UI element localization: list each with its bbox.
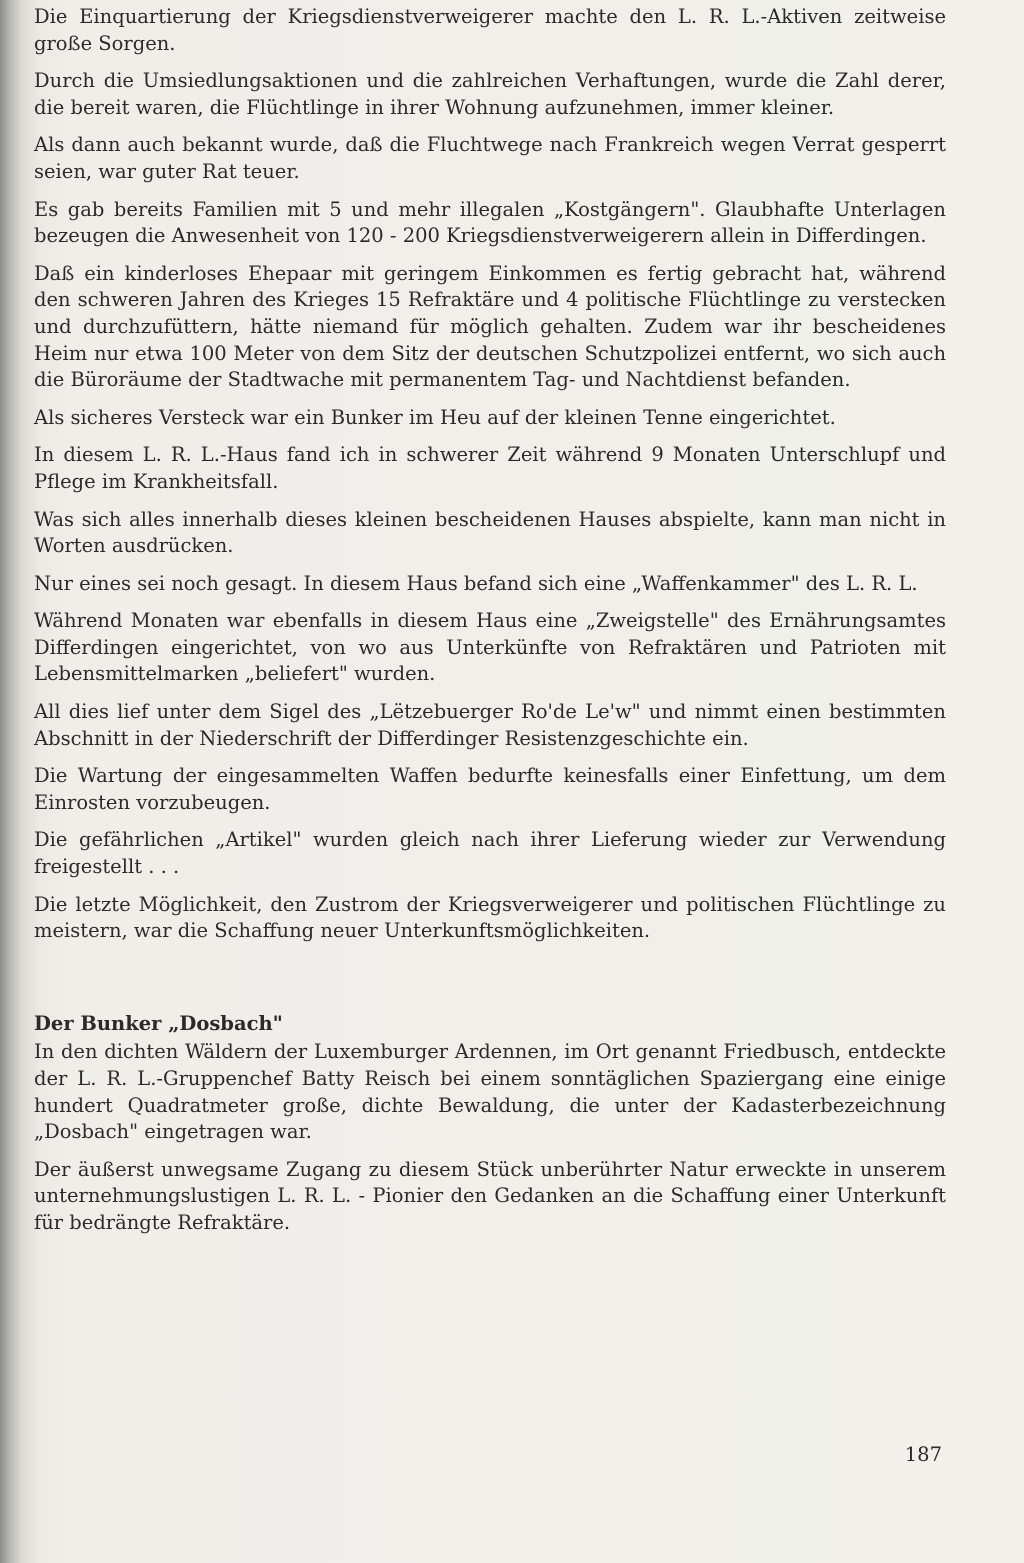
paragraph: Die Einquartierung der Kriegsdienstverweigerer machte den L. R. L.-Aktiven zeitweise große Sorgen. <box>34 5 946 55</box>
paragraph: In den dichten Wäldern der Luxemburger Ardennen, im Ort genannt Friedbusch, entdeckte der L. R. L.-Gruppenchef Batty Reisch bei einem sonntäglichen Spaziergang eine einige hundert Quadratmeter große, dichte Bewaldung, die unter der Kadasterbezeichnung „Dosbach" eingetragen war. <box>34 1040 946 1144</box>
page-body <box>34 4 946 1248</box>
paragraph: Der äußerst unwegsame Zugang zu diesem Stück unberührter Natur erweckte in unserem unternehmungslustigen L. R. L. - Pionier den Gedanken an die Schaffung einer Unterkunft für bedrängte Refraktäre. <box>34 1157 946 1234</box>
paragraph: Die letzte Möglichkeit, den Zustrom der Kriegsverweigerer und politischen Flüchtlinge zu meistern, war die Schaffung neuer Unterkunftsmöglichkeiten. <box>34 892 946 943</box>
paragraph: Die gefährlichen „Artikel" wurden gleich nach ihrer Lieferung wieder zur Verwendung freigestellt . . . <box>34 828 946 879</box>
section-heading: Der Bunker „Dosbach" <box>34 1011 283 1035</box>
paragraph: Durch die Umsiedlungsaktionen und die zahlreichen Verhaftungen, wurde die Zahl derer, die bereit waren, die Flüchtlinge in ihrer Wohnung aufzunehmen, immer kleiner. <box>34 69 946 119</box>
paragraph: All dies lief unter dem Sigel des „Lëtzebuerger Ro'de Le'w" und nimmt einen bestimmten Abschnitt in der Niederschrift der Differdinger Resistenzgeschichte ein. <box>34 700 946 750</box>
page-number: 187 <box>904 1443 942 1466</box>
paragraph: In diesem L. R. L.-Haus fand ich in schwerer Zeit während 9 Monaten Unterschlupf und Pflege im Krankheitsfall. <box>34 443 946 493</box>
paragraph: Es gab bereits Familien mit 5 und mehr illegalen „Kostgängern". Glaubhafte Unterlagen bezeugen die Anwesenheit von 120 - 200 Kriegsdienstverweigerern allein in Differdingen. <box>34 197 946 248</box>
paragraph: Während Monaten war ebenfalls in diesem Haus eine „Zweigstelle" des Ernährungsamtes Differdingen eingerichtet, von wo aus Unterkünfte von Refraktären und Patrioten mit Lebensmittelmarken „beliefert" wurden. <box>34 609 946 686</box>
paragraph: Nur eines sei noch gesagt. In diesem Haus befand sich eine „Waffenkammer" des L. R. L. <box>34 571 918 595</box>
paragraph: Daß ein kinderloses Ehepaar mit geringem Einkommen es fertig gebracht hat, während den schweren Jahren des Krieges 15 Refraktäre und 4 politische Flüchtlinge zu verstecken und durchzufüttern, hätte niemand für möglich gehalten. Zudem war ihr bescheidenes Heim nur etwa 100 Meter von dem Sitz der deutschen Schutzpolizei entfernt, wo sich auch die Büroräume der Stadtwache mit permanentem Tag- und Nachtdienst befanden. <box>34 261 946 392</box>
paragraph: Die Wartung der eingesammelten Waffen bedurfte keinesfalls einer Einfettung, um dem Einrosten vorzubeugen. <box>34 764 946 814</box>
paragraph: Was sich alles innerhalb dieses kleinen bescheidenen Hauses abspielte, kann man nicht in Worten ausdrücken. <box>34 507 946 558</box>
paragraph: Als sicheres Versteck war ein Bunker im Heu auf der kleinen Tenne eingerichtet. <box>34 405 836 429</box>
paragraph: Als dann auch bekannt wurde, daß die Fluchtwege nach Frankreich wegen Verrat gesperrt seien, war guter Rat teuer. <box>34 133 946 183</box>
